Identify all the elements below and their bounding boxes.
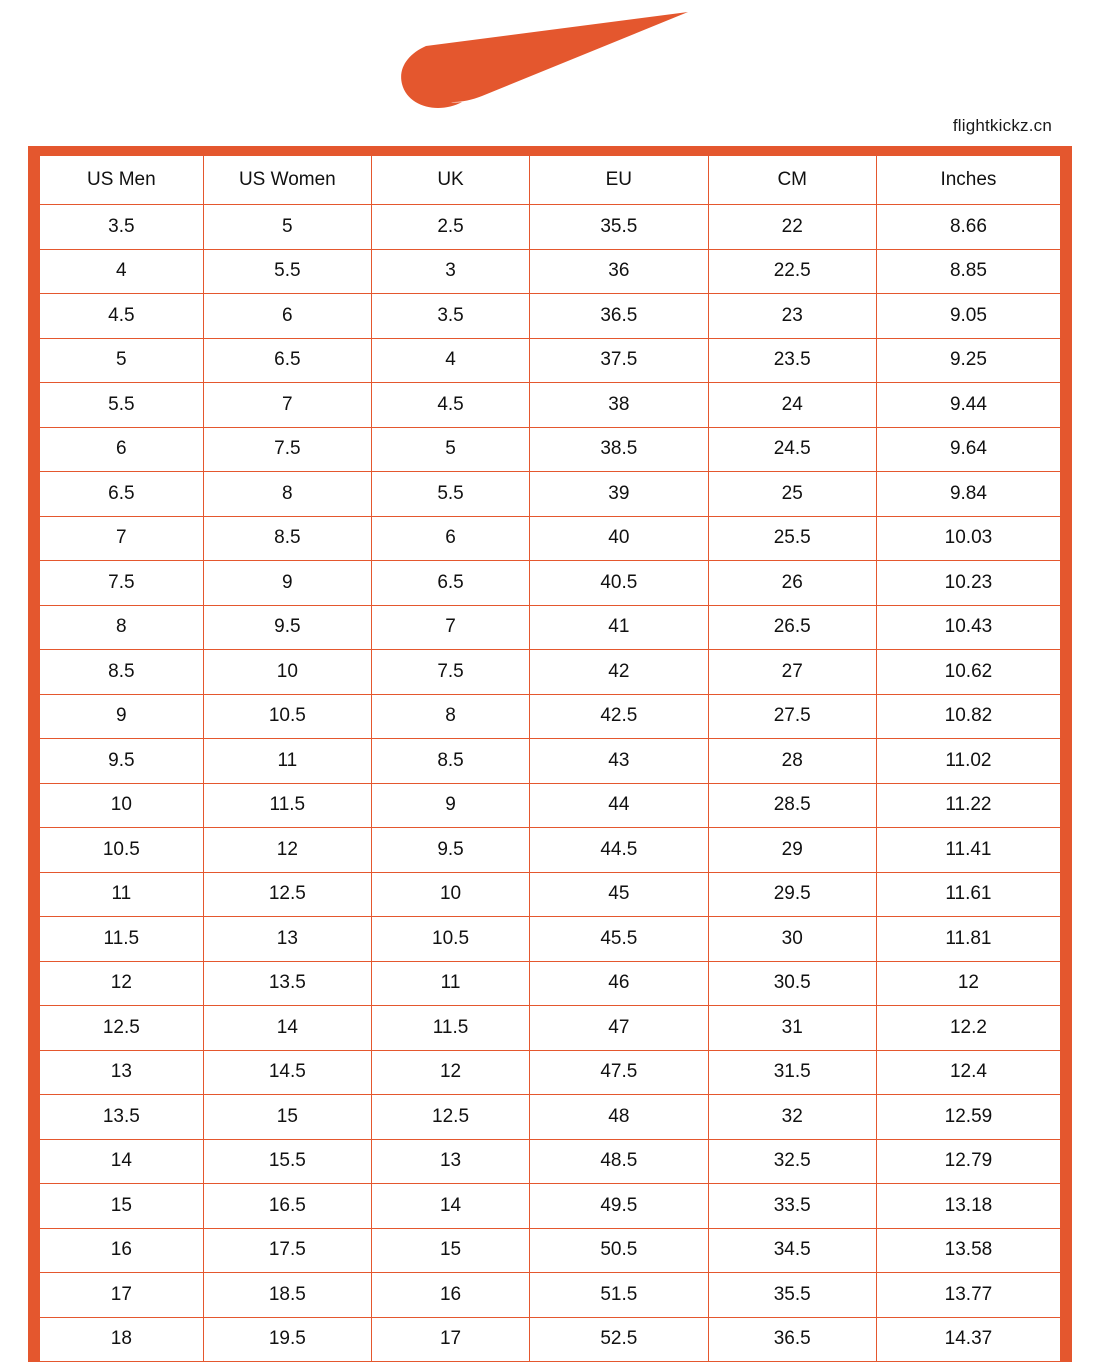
table-cell: 5: [40, 338, 203, 383]
column-header-cm: CM: [708, 156, 876, 205]
nike-swoosh-icon: [400, 12, 700, 118]
table-cell: 35.5: [530, 205, 709, 250]
table-cell: 28.5: [708, 783, 876, 828]
table-cell: 14: [40, 1139, 203, 1184]
table-row: [40, 694, 1060, 739]
table-cell: 48: [530, 1095, 709, 1140]
table-cell: 45: [530, 872, 709, 917]
table-cell: 51.5: [530, 1273, 709, 1318]
table-cell: 11.5: [371, 1006, 529, 1051]
table-cell: 10.62: [876, 650, 1060, 695]
table-row: [40, 1095, 1060, 1140]
table-row: [40, 961, 1060, 1006]
table-cell: 15: [371, 1228, 529, 1273]
table-cell: 6: [203, 294, 371, 339]
table-cell: 12: [203, 828, 371, 873]
table-cell: 14.5: [203, 1050, 371, 1095]
brand-logo: [0, 0, 1100, 118]
table-cell: 9: [371, 783, 529, 828]
table-cell: 44: [530, 783, 709, 828]
table-cell: 11.41: [876, 828, 1060, 873]
table-cell: 41: [530, 605, 709, 650]
table-cell: 38.5: [530, 427, 709, 472]
table-cell: 11.22: [876, 783, 1060, 828]
table-cell: 49.5: [530, 1184, 709, 1229]
table-row: [40, 338, 1060, 383]
table-cell: 3.5: [371, 294, 529, 339]
table-cell: 11.5: [40, 917, 203, 962]
table-cell: 31: [708, 1006, 876, 1051]
table-row: [40, 872, 1060, 917]
table-cell: 24.5: [708, 427, 876, 472]
table-row: [40, 605, 1060, 650]
table-cell: 11: [371, 961, 529, 1006]
table-cell: 30: [708, 917, 876, 962]
table-cell: 16: [40, 1228, 203, 1273]
table-cell: 15: [203, 1095, 371, 1140]
table-row: [40, 427, 1060, 472]
table-row: [40, 249, 1060, 294]
table-row: [40, 917, 1060, 962]
table-cell: 12: [876, 961, 1060, 1006]
table-header: [40, 156, 1060, 205]
table-cell: 8: [203, 472, 371, 517]
table-cell: 15.5: [203, 1139, 371, 1184]
table-cell: 9.5: [40, 739, 203, 784]
table-cell: 7.5: [371, 650, 529, 695]
table-row: [40, 1273, 1060, 1318]
column-header-eu: EU: [530, 156, 709, 205]
table-cell: 2.5: [371, 205, 529, 250]
table-cell: 29.5: [708, 872, 876, 917]
table-cell: 9.25: [876, 338, 1060, 383]
table-cell: 42: [530, 650, 709, 695]
table-cell: 7: [40, 516, 203, 561]
table-cell: 8.66: [876, 205, 1060, 250]
table-cell: 17.5: [203, 1228, 371, 1273]
table-cell: 10.82: [876, 694, 1060, 739]
table-row: [40, 828, 1060, 873]
table-cell: 11.81: [876, 917, 1060, 962]
table-cell: 18.5: [203, 1273, 371, 1318]
table-cell: 13: [371, 1139, 529, 1184]
table-cell: 13.77: [876, 1273, 1060, 1318]
table-cell: 26.5: [708, 605, 876, 650]
table-row: [40, 294, 1060, 339]
table-cell: 28: [708, 739, 876, 784]
table-cell: 13.58: [876, 1228, 1060, 1273]
table-cell: 10: [203, 650, 371, 695]
table-cell: 8.5: [371, 739, 529, 784]
table-row: [40, 739, 1060, 784]
table-cell: 32: [708, 1095, 876, 1140]
table-cell: 17: [371, 1317, 529, 1362]
table-cell: 3: [371, 249, 529, 294]
table-cell: 19.5: [203, 1317, 371, 1362]
table-cell: 47.5: [530, 1050, 709, 1095]
table-cell: 12: [371, 1050, 529, 1095]
table-row: [40, 1184, 1060, 1229]
table-cell: 52.5: [530, 1317, 709, 1362]
table-cell: 9.84: [876, 472, 1060, 517]
table-cell: 17: [40, 1273, 203, 1318]
column-header-inches: Inches: [876, 156, 1060, 205]
table-cell: 6: [371, 516, 529, 561]
table-cell: 38: [530, 383, 709, 428]
table-cell: 8: [40, 605, 203, 650]
table-cell: 35.5: [708, 1273, 876, 1318]
table-cell: 7: [371, 605, 529, 650]
table-cell: 13: [203, 917, 371, 962]
table-row: [40, 1228, 1060, 1273]
header-row: [40, 156, 1060, 205]
table-cell: 10.5: [371, 917, 529, 962]
table-row: [40, 1006, 1060, 1051]
table-cell: 12.59: [876, 1095, 1060, 1140]
column-header-us-women: US Women: [203, 156, 371, 205]
table-cell: 6.5: [203, 338, 371, 383]
table-cell: 4.5: [371, 383, 529, 428]
table-cell: 45.5: [530, 917, 709, 962]
table-cell: 4: [40, 249, 203, 294]
table-cell: 40.5: [530, 561, 709, 606]
table-cell: 46: [530, 961, 709, 1006]
table-cell: 36: [530, 249, 709, 294]
table-cell: 9.5: [203, 605, 371, 650]
table-cell: 9.64: [876, 427, 1060, 472]
table-cell: 23: [708, 294, 876, 339]
table-row: [40, 650, 1060, 695]
table-row: [40, 383, 1060, 428]
table-cell: 3.5: [40, 205, 203, 250]
table-cell: 27: [708, 650, 876, 695]
table-cell: 10: [371, 872, 529, 917]
table-cell: 7.5: [203, 427, 371, 472]
table-cell: 11.02: [876, 739, 1060, 784]
table-cell: 13.5: [203, 961, 371, 1006]
column-header-uk: UK: [371, 156, 529, 205]
table-cell: 10.23: [876, 561, 1060, 606]
table-cell: 10.03: [876, 516, 1060, 561]
table-cell: 14: [371, 1184, 529, 1229]
table-cell: 5: [203, 205, 371, 250]
table-cell: 43: [530, 739, 709, 784]
table-cell: 16.5: [203, 1184, 371, 1229]
table-cell: 47: [530, 1006, 709, 1051]
table-cell: 40: [530, 516, 709, 561]
table-cell: 16: [371, 1273, 529, 1318]
table-body: [40, 205, 1060, 1362]
table-cell: 9: [40, 694, 203, 739]
table-cell: 6: [40, 427, 203, 472]
table-cell: 9.05: [876, 294, 1060, 339]
table-cell: 42.5: [530, 694, 709, 739]
table-cell: 37.5: [530, 338, 709, 383]
table-cell: 12.4: [876, 1050, 1060, 1095]
table-cell: 12.79: [876, 1139, 1060, 1184]
table-row: [40, 1317, 1060, 1362]
size-chart-table-frame: [28, 146, 1072, 1362]
table-cell: 11.5: [203, 783, 371, 828]
table-cell: 8.5: [40, 650, 203, 695]
watermark-text: flightkickz.cn: [952, 116, 1052, 135]
table-cell: 36.5: [708, 1317, 876, 1362]
table-cell: 11: [203, 739, 371, 784]
table-cell: 12.5: [203, 872, 371, 917]
table-cell: 5.5: [203, 249, 371, 294]
table-cell: 13: [40, 1050, 203, 1095]
table-cell: 12: [40, 961, 203, 1006]
table-cell: 36.5: [530, 294, 709, 339]
table-cell: 25.5: [708, 516, 876, 561]
table-cell: 10.5: [203, 694, 371, 739]
table-cell: 22: [708, 205, 876, 250]
table-cell: 32.5: [708, 1139, 876, 1184]
table-row: [40, 205, 1060, 250]
table-cell: 11.61: [876, 872, 1060, 917]
table-cell: 26: [708, 561, 876, 606]
table-cell: 23.5: [708, 338, 876, 383]
table-cell: 5.5: [40, 383, 203, 428]
table-cell: 9.5: [371, 828, 529, 873]
table-cell: 12.5: [40, 1006, 203, 1051]
table-cell: 5.5: [371, 472, 529, 517]
table-cell: 10: [40, 783, 203, 828]
table-row: [40, 472, 1060, 517]
table-cell: 10.43: [876, 605, 1060, 650]
column-header-us-men: US Men: [40, 156, 203, 205]
table-row: [40, 561, 1060, 606]
table-cell: 30.5: [708, 961, 876, 1006]
table-cell: 12.5: [371, 1095, 529, 1140]
table-cell: 13.18: [876, 1184, 1060, 1229]
table-cell: 50.5: [530, 1228, 709, 1273]
table-cell: 5: [371, 427, 529, 472]
table-cell: 8.5: [203, 516, 371, 561]
table-cell: 24: [708, 383, 876, 428]
table-cell: 12.2: [876, 1006, 1060, 1051]
table-cell: 8.85: [876, 249, 1060, 294]
table-cell: 4: [371, 338, 529, 383]
table-cell: 18: [40, 1317, 203, 1362]
table-cell: 7: [203, 383, 371, 428]
table-cell: 48.5: [530, 1139, 709, 1184]
table-cell: 13.5: [40, 1095, 203, 1140]
table-cell: 29: [708, 828, 876, 873]
table-cell: 27.5: [708, 694, 876, 739]
table-cell: 39: [530, 472, 709, 517]
table-cell: 44.5: [530, 828, 709, 873]
table-cell: 34.5: [708, 1228, 876, 1273]
table-cell: 4.5: [40, 294, 203, 339]
table-cell: 7.5: [40, 561, 203, 606]
table-cell: 14: [203, 1006, 371, 1051]
table-cell: 31.5: [708, 1050, 876, 1095]
table-cell: 25: [708, 472, 876, 517]
table-cell: 11: [40, 872, 203, 917]
table-cell: 22.5: [708, 249, 876, 294]
table-cell: 8: [371, 694, 529, 739]
table-row: [40, 1139, 1060, 1184]
table-cell: 33.5: [708, 1184, 876, 1229]
size-chart-table: [40, 156, 1060, 1362]
table-cell: 14.37: [876, 1317, 1060, 1362]
table-row: [40, 1050, 1060, 1095]
table-cell: 10.5: [40, 828, 203, 873]
table-cell: 6.5: [371, 561, 529, 606]
table-cell: 9.44: [876, 383, 1060, 428]
table-row: [40, 516, 1060, 561]
table-row: [40, 783, 1060, 828]
table-cell: 9: [203, 561, 371, 606]
table-cell: 6.5: [40, 472, 203, 517]
table-cell: 15: [40, 1184, 203, 1229]
